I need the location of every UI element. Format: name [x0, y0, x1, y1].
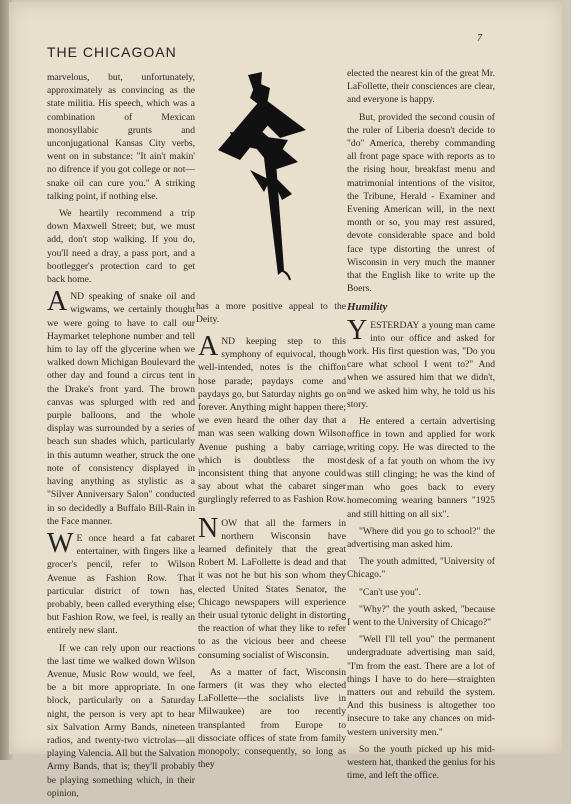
paragraph-text: OW that all the farmers in northern Wisconsin have learned definitely that the great Robert M. LaFollette is dead and that it was not he but his son whom they elected United States Senator, the Chicago newspapers will experience their usual tytonic delight in distorting the reaction of what they like to refer to as the vicious beer and cheese consuming socialist of Wisconsin. — [198, 517, 346, 661]
paragraph-text: ESTERDAY a young man came into our office and asked for work. His first question was, "Do you care what school I went to?" And when we assured him that we didn't, and we asked him why, he told us his story. — [347, 319, 495, 410]
paragraph — [198, 512, 346, 662]
paragraph: elected the nearest kin of the great Mr. LaFollette, their consciences are clear, and everyone is happy. — [347, 68, 495, 106]
drop-cap: N — [198, 512, 219, 544]
paragraph: "Why?" the youth asked, "because I went to the University of Chicago?" — [347, 603, 495, 628]
paragraph: "Can't use you". — [359, 586, 422, 598]
column-2-top — [196, 300, 346, 330]
page-number: 7 — [477, 33, 482, 44]
paragraph: But, provided the second cousin of the ruler of Liberia doesn't decide to "do" America, thereby commanding all front page space with reports as to the rising hour, breakfast menu and matrimonial intentions of the visitor, the Tribune, Herald - Examiner and Evening American will, in the next month or so, you may rest assured, devote considerable space and bold face type distorting the unrest of Wisconsin in very much the manner that the English like to write up the Boers. — [347, 111, 495, 295]
paragraph — [347, 314, 495, 411]
paragraph: The youth admitted, "University of Chicago." — [347, 556, 495, 581]
column-2 — [198, 331, 346, 776]
paragraph — [47, 286, 195, 528]
paragraph-text: E once heard a fat cabaret entertainer, with fingers like a grocer's pencil, refer to Wilson Avenue as Fashion Row. That particular district of town has, probably, been called everything else; but Fashion Row, we feel, is really an entirely new slant. — [47, 532, 195, 637]
decorative-illustration — [210, 70, 320, 290]
column-3 — [347, 67, 495, 786]
paragraph — [198, 331, 346, 507]
paragraph: He entered a certain advertising office in town and applied for work writing copy. He was directed to the desk of a fat youth on whom the ivy was still clinging; he was the kind of man who goes back to every homecoming wearing banners "1925 and still hitting on all six". — [347, 416, 495, 520]
paragraph: "Where did you go to school?" the advertising man asked him. — [347, 525, 495, 550]
drop-cap: Y — [347, 314, 368, 346]
drop-cap: A — [47, 286, 68, 318]
paragraph: "Well I'll tell you" the permanent undergraduate advertising man said, "I'm from the east. There are a lot of things I have to do here—straighten matters out and rebuild the system. And this business is altogether too insecure to take any chances on mid-western university men." — [347, 634, 495, 738]
paragraph-text: ND keeping step to this symphony of equivocal, though well-intended, notes is the chiffon hose parade; paydays come and paydays go, but Saturday nights go on forever. Anything might happen there; we even heard the other day that a man was seen walking down Wilson Avenue pushing a baby carriage, which is doubtless the most inconsistent thing that anyone could say about what the cabaret singer gurglingly referred to as Fashion Row. — [198, 336, 346, 506]
magazine-title: THE CHICAGOAN — [47, 44, 177, 60]
section-heading: Humility — [347, 301, 388, 314]
paragraph: has a more positive appeal to the Deity. — [196, 301, 346, 326]
paragraph: As a matter of fact, Wisconsin farmers (it was they who elected LaFollette—the socialists live in Milwaukee) are too recently transplanted from Europe to dissociate offices of state from family monopoly; consequently, so long as they — [198, 666, 346, 771]
paragraph-text: ND speaking of snake oil and wigwams, we certainly thought we were going to have to call our Haymarket telephone number and tell him to lay off the glycerine when we walked down Michigan Boulevard the other day and found a circus tent in the Drake's front yard. The brown canvas was splurged with red and purple balloons, and the whole display was surrounded by a series of beach sun shades which, particularly in this autumn weather, struck the one note of consistency displayed in having anything as stylistic as a "Silver Anniversary Salon" conducted in so decidedly a Buffalo Bill-Rain in the Face manner. — [47, 291, 195, 527]
paragraph: marvelous, but, unfortunately, approximately as convincing as the state militia. His speech, which was a combination of Mexican monosyllabic grunts and unconjugational Kansas City verbs, went on in substance: "It ain't makin' no difrence if you got college or not—snake oil can cure you." A striking talking point, if nothing else. — [47, 72, 195, 202]
paragraph: So the youth picked up his mid-western hat, thanked the genius for his time, and left the office. — [347, 743, 495, 782]
paragraph: We heartily recommend a trip down Maxwell Street; but, we must add, don't stop walking. If you do, you'll need a dray, a pass port, and a bootlegger's protection card to get back home. — [47, 208, 195, 286]
drop-cap: A — [198, 331, 219, 362]
column-1 — [47, 71, 195, 804]
paragraph — [47, 527, 195, 638]
paragraph: If we can rely upon our reactions the last time we walked down Wilson Avenue, Music Row would, we feel, be a bit more appropriate. In one block, particularly on a Saturday night, the person is very apt to hear six Salvation Army Bands, nineteen radios, and twenty-two victrolas—all playing Valencia. All but the Salvation Army Bands, that is; they'll probably be playing something which, in their opinion, — [47, 642, 195, 799]
drop-cap: W — [47, 527, 74, 559]
